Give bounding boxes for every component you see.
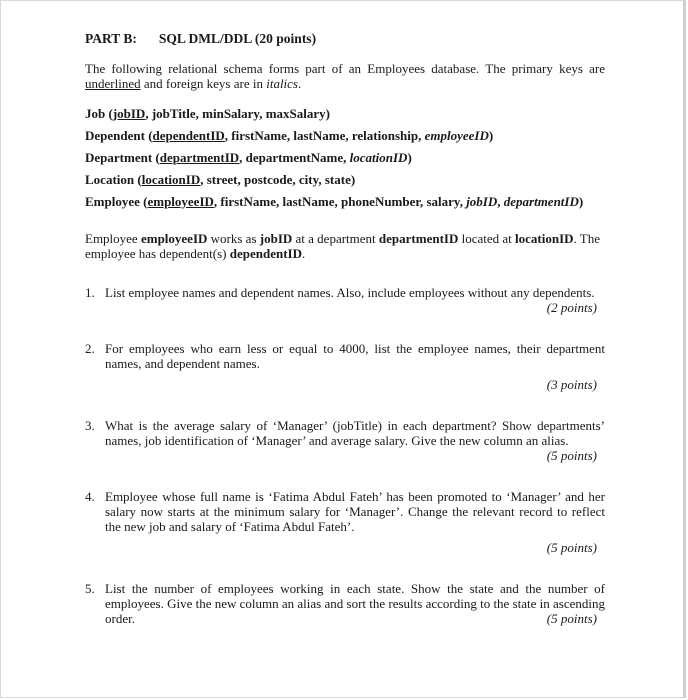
schema-employee: Employee (employeeID, firstName, lastName, phoneNumber, salary, jobID, departmentID) bbox=[85, 194, 584, 209]
intro-text: and foreign keys are in bbox=[140, 76, 267, 91]
intro-italics: italics bbox=[266, 76, 298, 91]
schema-dependent: Dependent (dependentID, firstName, lastName, relationship, employeeID) bbox=[85, 128, 494, 143]
question-text: What is the average salary of ‘Manager’ (jobTitle) in each department? Show departments’ names, job identification of ‘Manager’ and average salary. Give the new column an alias. bbox=[105, 418, 605, 448]
question-1 bbox=[85, 285, 605, 315]
question-5 bbox=[85, 581, 605, 626]
question-4 bbox=[85, 489, 605, 555]
relationship-note: Employee employeeID works as jobID at a department departmentID located at locationID. The employee has dependent(s) dependentID. bbox=[85, 231, 601, 261]
question-text: Employee whose full name is ‘Fatima Abdul Fateh’ has been promoted to ‘Manager’ and her salary now starts at the minimum salary for ‘Manager’. Change the relevant record to reflect the new job and salary of ‘Fatima Abdul Fateh’. bbox=[105, 489, 605, 534]
document-content bbox=[85, 31, 605, 626]
intro-underlined: underlined bbox=[85, 76, 141, 91]
schema-department: Department (departmentID, departmentName, locationID) bbox=[85, 150, 412, 165]
relational-schema bbox=[85, 106, 605, 209]
part-label: PART B: bbox=[85, 31, 137, 46]
question-text: List the number of employees working in each state. Show the state and the number of employees. Give the new column an alias and sort the results according to the state in ascending order. bbox=[105, 581, 605, 626]
question-number: 1. bbox=[85, 285, 95, 300]
intro-text: The following relational schema forms part of an Employees database. The primary keys are bbox=[85, 61, 605, 76]
intro-paragraph bbox=[85, 61, 605, 91]
question-number: 5. bbox=[85, 581, 95, 596]
question-text: For employees who earn less or equal to 4000, list the employee names, their department names, and dependent names. bbox=[105, 341, 605, 371]
question-text: List employee names and dependent names. Also, include employees without any dependents. bbox=[105, 285, 595, 300]
question-number: 3. bbox=[85, 418, 95, 433]
part-title: SQL DML/DDL (20 points) bbox=[158, 31, 317, 46]
question-points: (2 points) bbox=[546, 300, 597, 315]
question-points: (5 points) bbox=[546, 448, 597, 463]
part-heading bbox=[85, 31, 605, 46]
schema-job: Job (jobID, jobTitle, minSalary, maxSalary) bbox=[85, 106, 330, 121]
question-number: 4. bbox=[85, 489, 95, 504]
intro-text: . bbox=[298, 76, 302, 91]
question-2 bbox=[85, 341, 605, 392]
question-points: (3 points) bbox=[546, 377, 597, 392]
question-3 bbox=[85, 418, 605, 463]
question-number: 2. bbox=[85, 341, 95, 356]
question-points: (5 points) bbox=[546, 611, 597, 626]
question-points: (5 points) bbox=[546, 540, 597, 555]
schema-location: Location (locationID, street, postcode, city, state) bbox=[85, 172, 356, 187]
